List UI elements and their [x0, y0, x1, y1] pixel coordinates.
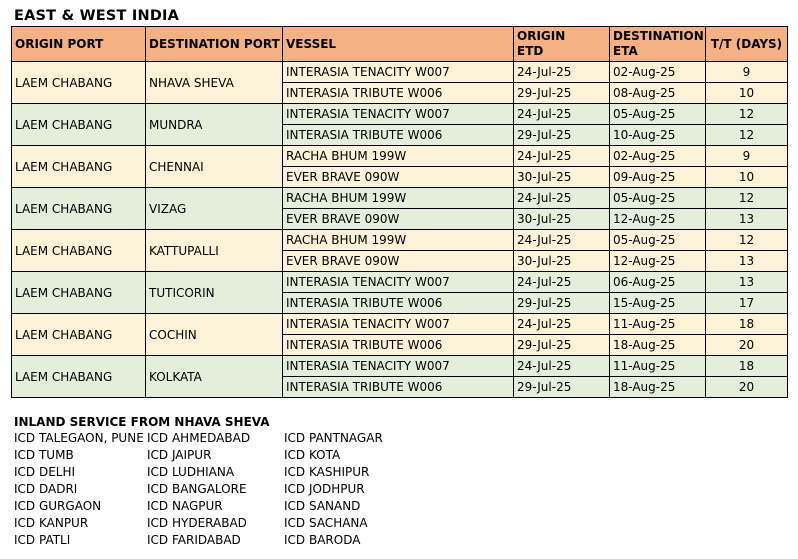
inland-service-list [14, 430, 424, 549]
page-title: EAST & WEST INDIA [14, 8, 180, 24]
header-tt-days: T/T (DAYS) [706, 27, 788, 62]
header-destination-eta-line2: ETA [613, 44, 638, 58]
header-origin-etd [514, 27, 610, 62]
inland-location-item: ICD AHMEDABAD [147, 431, 251, 445]
transit-days-cell: 13 [706, 251, 788, 272]
transit-days-cell: 20 [706, 335, 788, 356]
etd-cell: 29-Jul-25 [514, 335, 610, 356]
transit-days-cell: 10 [706, 167, 788, 188]
eta-cell: 12-Aug-25 [610, 209, 706, 230]
vessel-cell: INTERASIA TENACITY W007 [283, 62, 514, 83]
etd-cell: 24-Jul-25 [514, 356, 610, 377]
etd-cell: 30-Jul-25 [514, 209, 610, 230]
origin-port-cell: LAEM CHABANG [12, 314, 146, 356]
transit-days-cell: 18 [706, 314, 788, 335]
vessel-cell: INTERASIA TRIBUTE W006 [283, 377, 514, 398]
inland-location-item: ICD TUMB [14, 448, 74, 462]
table-row [12, 104, 788, 125]
transit-days-cell: 18 [706, 356, 788, 377]
etd-cell: 24-Jul-25 [514, 314, 610, 335]
table-row [12, 314, 788, 335]
header-origin-etd-line1: ORIGIN [517, 29, 566, 43]
inland-location-item: ICD GURGAON [14, 499, 102, 513]
origin-port-cell: LAEM CHABANG [12, 230, 146, 272]
origin-port-cell: LAEM CHABANG [12, 356, 146, 398]
eta-cell: 05-Aug-25 [610, 104, 706, 125]
transit-days-cell: 10 [706, 83, 788, 104]
inland-location-item: ICD TALEGAON, PUNE [14, 431, 144, 445]
vessel-cell: INTERASIA TENACITY W007 [283, 272, 514, 293]
origin-port-cell: LAEM CHABANG [12, 272, 146, 314]
vessel-cell: INTERASIA TENACITY W007 [283, 356, 514, 377]
schedule-body [12, 62, 788, 398]
header-destination-eta-line1: DESTINATION [613, 29, 704, 43]
inland-column-2 [147, 430, 284, 549]
vessel-cell: RACHA BHUM 199W [283, 146, 514, 167]
destination-port-cell: CHENNAI [146, 146, 283, 188]
inland-location-item: ICD LUDHIANA [147, 465, 235, 479]
eta-cell: 12-Aug-25 [610, 251, 706, 272]
inland-location-item: ICD DELHI [14, 465, 76, 479]
etd-cell: 24-Jul-25 [514, 188, 610, 209]
table-row [12, 146, 788, 167]
vessel-cell: RACHA BHUM 199W [283, 188, 514, 209]
etd-cell: 30-Jul-25 [514, 251, 610, 272]
eta-cell: 18-Aug-25 [610, 377, 706, 398]
inland-location-item: ICD SANAND [284, 499, 361, 513]
transit-days-cell: 9 [706, 146, 788, 167]
header-origin-etd-line2: ETD [517, 44, 544, 58]
eta-cell: 15-Aug-25 [610, 293, 706, 314]
etd-cell: 24-Jul-25 [514, 104, 610, 125]
transit-days-cell: 12 [706, 104, 788, 125]
etd-cell: 24-Jul-25 [514, 62, 610, 83]
vessel-cell: INTERASIA TRIBUTE W006 [283, 83, 514, 104]
inland-location-item: ICD JAIPUR [147, 448, 212, 462]
etd-cell: 24-Jul-25 [514, 272, 610, 293]
eta-cell: 11-Aug-25 [610, 356, 706, 377]
transit-days-cell: 12 [706, 188, 788, 209]
transit-days-cell: 13 [706, 272, 788, 293]
inland-location-item: ICD BARODA [284, 533, 361, 547]
table-row [12, 356, 788, 377]
inland-location-item: ICD KOTA [284, 448, 341, 462]
vessel-cell: RACHA BHUM 199W [283, 230, 514, 251]
etd-cell: 24-Jul-25 [514, 230, 610, 251]
transit-days-cell: 20 [706, 377, 788, 398]
table-row [12, 62, 788, 83]
eta-cell: 08-Aug-25 [610, 83, 706, 104]
inland-column-1 [14, 430, 147, 549]
inland-location-item: ICD NAGPUR [147, 499, 223, 513]
header-vessel: VESSEL [283, 27, 514, 62]
destination-port-cell: TUTICORIN [146, 272, 283, 314]
table-row [12, 230, 788, 251]
vessel-cell: INTERASIA TRIBUTE W006 [283, 335, 514, 356]
vessel-cell: EVER BRAVE 090W [283, 251, 514, 272]
inland-service-title: INLAND SERVICE FROM NHAVA SHEVA [14, 415, 270, 429]
inland-location-item: ICD KANPUR [14, 516, 89, 530]
table-row [12, 188, 788, 209]
eta-cell: 11-Aug-25 [610, 314, 706, 335]
eta-cell: 02-Aug-25 [610, 146, 706, 167]
inland-column-3 [284, 430, 424, 549]
eta-cell: 05-Aug-25 [610, 230, 706, 251]
vessel-cell: INTERASIA TRIBUTE W006 [283, 293, 514, 314]
eta-cell: 06-Aug-25 [610, 272, 706, 293]
inland-location-item: ICD BANGALORE [147, 482, 247, 496]
header-destination-eta [610, 27, 706, 62]
etd-cell: 24-Jul-25 [514, 146, 610, 167]
transit-days-cell: 17 [706, 293, 788, 314]
etd-cell: 29-Jul-25 [514, 125, 610, 146]
origin-port-cell: LAEM CHABANG [12, 104, 146, 146]
etd-cell: 29-Jul-25 [514, 83, 610, 104]
header-destination-port: DESTINATION PORT [146, 27, 283, 62]
inland-service-section [14, 414, 424, 549]
table-header-row [12, 27, 788, 62]
vessel-cell: EVER BRAVE 090W [283, 209, 514, 230]
origin-port-cell: LAEM CHABANG [12, 188, 146, 230]
etd-cell: 29-Jul-25 [514, 377, 610, 398]
destination-port-cell: VIZAG [146, 188, 283, 230]
inland-location-item: ICD PANTNAGAR [284, 431, 383, 445]
inland-location-item: ICD KASHIPUR [284, 465, 370, 479]
vessel-cell: INTERASIA TRIBUTE W006 [283, 125, 514, 146]
inland-location-item: ICD SACHANA [284, 516, 368, 530]
eta-cell: 05-Aug-25 [610, 188, 706, 209]
header-origin-port: ORIGIN PORT [12, 27, 146, 62]
table-row [12, 272, 788, 293]
eta-cell: 18-Aug-25 [610, 335, 706, 356]
eta-cell: 02-Aug-25 [610, 62, 706, 83]
inland-location-item: ICD FARIDABAD [147, 533, 241, 547]
destination-port-cell: MUNDRA [146, 104, 283, 146]
origin-port-cell: LAEM CHABANG [12, 62, 146, 104]
schedule-table [11, 26, 788, 398]
eta-cell: 10-Aug-25 [610, 125, 706, 146]
transit-days-cell: 12 [706, 230, 788, 251]
inland-location-item: ICD HYDERABAD [147, 516, 247, 530]
destination-port-cell: NHAVA SHEVA [146, 62, 283, 104]
inland-location-item: ICD PATLI [14, 533, 71, 547]
vessel-cell: INTERASIA TENACITY W007 [283, 314, 514, 335]
transit-days-cell: 9 [706, 62, 788, 83]
destination-port-cell: COCHIN [146, 314, 283, 356]
destination-port-cell: KATTUPALLI [146, 230, 283, 272]
inland-location-item: ICD JODHPUR [284, 482, 365, 496]
vessel-cell: INTERASIA TENACITY W007 [283, 104, 514, 125]
transit-days-cell: 13 [706, 209, 788, 230]
eta-cell: 09-Aug-25 [610, 167, 706, 188]
vessel-cell: EVER BRAVE 090W [283, 167, 514, 188]
inland-location-item: ICD DADRI [14, 482, 78, 496]
etd-cell: 29-Jul-25 [514, 293, 610, 314]
transit-days-cell: 12 [706, 125, 788, 146]
etd-cell: 30-Jul-25 [514, 167, 610, 188]
origin-port-cell: LAEM CHABANG [12, 146, 146, 188]
destination-port-cell: KOLKATA [146, 356, 283, 398]
